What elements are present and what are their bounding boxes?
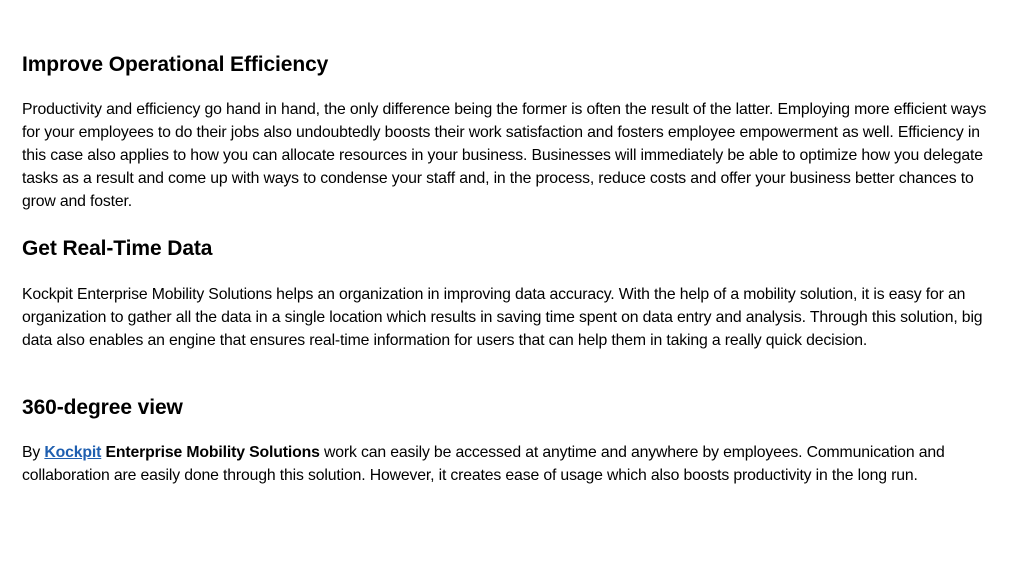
section-body-operational-efficiency: Productivity and efficiency go hand in hand, the only difference being the former is often the result of the latter. Employing more efficient ways for your employees to do their jobs also undoubtedly boosts their work satisfaction and fosters employee empowerment as well. Efficiency in this case also applies to how you can allocate resources in your business. Businesses will immediately be able to optimize how you delegate tasks as a result and come up with ways to condense your staff and, in the process, reduce costs and offer your business better chances to grow and foster.: [22, 101, 987, 210]
section-body-real-time-data: Kockpit Enterprise Mobility Solutions helps an organization in improving data accuracy. With the help of a mobility solution, it is easy for an organization to gather all the data in a single location which results in saving time spent on data entry and analysis. Through this solution, big data also enables an engine that ensures real-time information for users that can help them in taking a really quick decision.: [22, 286, 983, 349]
section-title-360-view: 360-degree view: [22, 396, 183, 419]
section-title-operational-efficiency: Improve Operational Efficiency: [22, 53, 329, 76]
kockpit-link[interactable]: Kockpit: [44, 444, 102, 461]
enterprise-mobility-solutions-text: Enterprise Mobility Solutions: [105, 444, 320, 461]
body-prefix-text: By: [22, 444, 45, 461]
section-title-real-time-data: Get Real-Time Data: [22, 237, 213, 260]
section-body-360-view: [22, 441, 1007, 487]
body-suffix-text: work can easily be accessed at anytime and anywhere by employees. Communication and collaboration are easily done through this solution. However, it creates ease of usage which also boosts productivity in the long run.: [22, 444, 945, 484]
